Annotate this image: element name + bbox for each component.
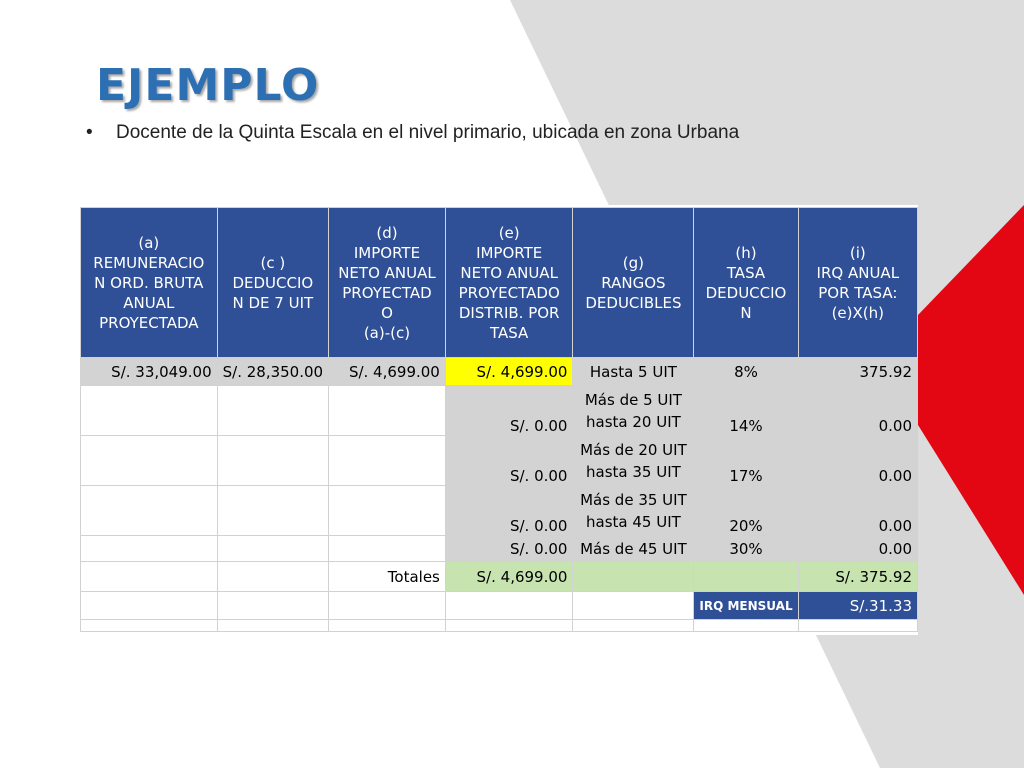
range-row [81, 486, 918, 536]
cell-a: S/. 33,049.00 [81, 358, 218, 386]
cell-e-highlight: S/. 4,699.00 [445, 358, 573, 386]
range-i: 0.00 [798, 386, 917, 436]
header-e: (e) IMPORTE NETO ANUAL PROYECTADO DISTRIB. POR TASA [445, 208, 573, 358]
cell-c: S/. 28,350.00 [217, 358, 328, 386]
range-row [81, 386, 918, 436]
header-g: (g) RANGOS DEDUCIBLES [573, 208, 694, 358]
range-i: 0.00 [798, 486, 917, 536]
cell-d: S/. 4,699.00 [329, 358, 446, 386]
range-g: Más de 5 UIT hasta 20 UIT [573, 386, 694, 436]
blank-row [81, 620, 918, 632]
tax-table [80, 207, 918, 632]
range-e: S/. 0.00 [445, 536, 573, 562]
header-d: (d) IMPORTE NETO ANUAL PROYECTAD O (a)-(c) [329, 208, 446, 358]
range-g: Más de 45 UIT [573, 536, 694, 562]
slide-title: EJEMPLO [96, 60, 320, 111]
range-g: Más de 35 UIT hasta 45 UIT [573, 486, 694, 536]
range-g: Más de 20 UIT hasta 35 UIT [573, 436, 694, 486]
totals-label: Totales [329, 562, 446, 592]
header-i: (i) IRQ ANUAL POR TASA: (e)X(h) [798, 208, 917, 358]
monthly-label: IRQ MENSUAL [694, 592, 798, 620]
bullet-dot-icon: • [86, 122, 93, 143]
range-h: 17% [694, 436, 798, 486]
bullet-text: Docente de la Quinta Escala en el nivel primario, ubicada en zona Urbana [116, 122, 740, 143]
range-h: 20% [694, 486, 798, 536]
totals-row [81, 562, 918, 592]
header-a: (a) REMUNERACIO N ORD. BRUTA ANUAL PROYECTADA [81, 208, 218, 358]
bullet-item [86, 122, 739, 144]
range-row [81, 536, 918, 562]
totals-g-empty [573, 562, 694, 592]
range-i: 0.00 [798, 436, 917, 486]
header-h: (h) TASA DEDUCCIO N [694, 208, 798, 358]
range-e: S/. 0.00 [445, 436, 573, 486]
monthly-row [81, 592, 918, 620]
totals-h-empty [694, 562, 798, 592]
header-c: (c ) DEDUCCIO N DE 7 UIT [217, 208, 328, 358]
range-i: 0.00 [798, 536, 917, 562]
spreadsheet-image [72, 205, 918, 635]
cell-h: 8% [694, 358, 798, 386]
range-h: 14% [694, 386, 798, 436]
range-e: S/. 0.00 [445, 486, 573, 536]
table-header-row [81, 208, 918, 358]
range-row [81, 436, 918, 486]
range-h: 30% [694, 536, 798, 562]
range-e: S/. 0.00 [445, 386, 573, 436]
totals-i: S/. 375.92 [798, 562, 917, 592]
main-row [81, 358, 918, 386]
cell-g: Hasta 5 UIT [573, 358, 694, 386]
totals-e: S/. 4,699.00 [445, 562, 573, 592]
cell-i: 375.92 [798, 358, 917, 386]
monthly-value: S/.31.33 [798, 592, 917, 620]
